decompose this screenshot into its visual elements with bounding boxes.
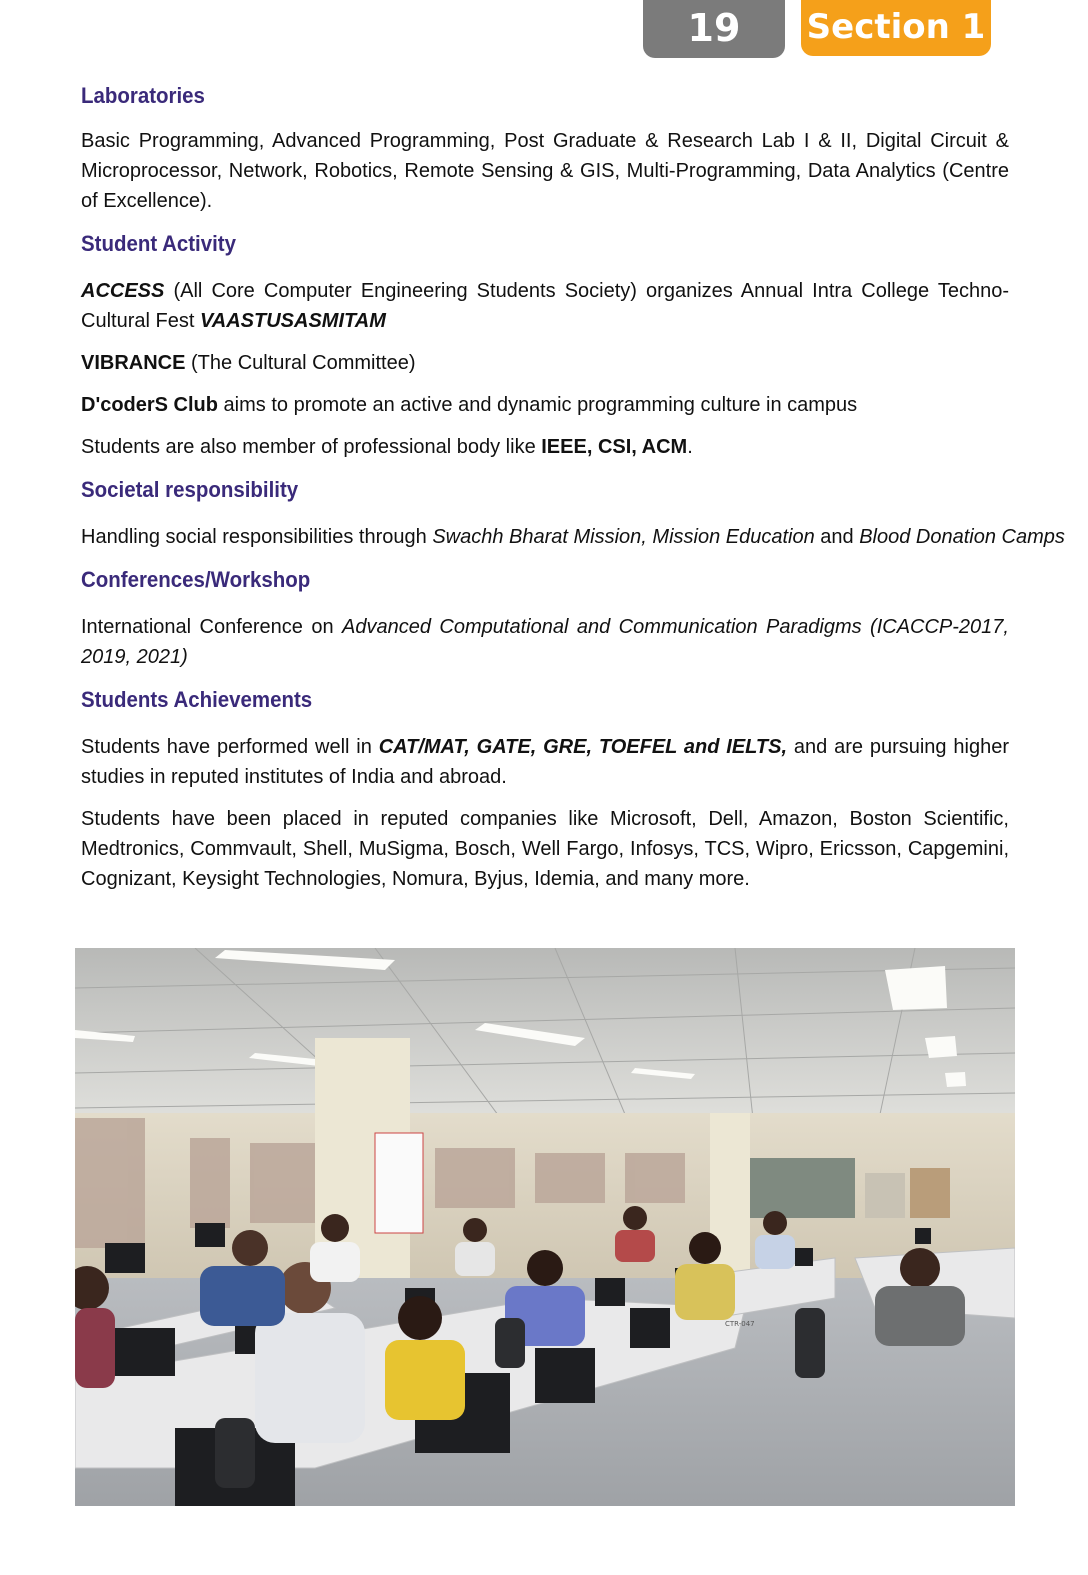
- societal-section: [81, 474, 1065, 552]
- membership-paragraph: [81, 432, 1009, 462]
- access-paragraph: [81, 276, 1009, 336]
- societal-text: [81, 522, 1065, 552]
- vibrance-name: VIBRANCE: [81, 352, 186, 374]
- exams-start: Students have performed well in: [81, 736, 379, 758]
- laboratories-text: Basic Programming, Advanced Programming, Post Graduate & Research Lab I & II, Digital Circuit & Microprocessor, Network, Robotics, Remote Sensing & GIS, Multi-Programming, Data Analytics (Centre of Excellence).: [81, 130, 1009, 212]
- access-text: (All Core Computer Engineering Students Society) organizes Annual Intra College Techno-Cultural Fest: [81, 280, 1009, 332]
- vibrance-paragraph: [81, 348, 1009, 378]
- dcoders-paragraph: [81, 390, 1009, 420]
- conferences-text: [81, 612, 1009, 672]
- societal-text-start: Handling social responsibilities through: [81, 526, 433, 548]
- societal-initiatives: Swachh Bharat Mission, Mission Education: [432, 526, 815, 548]
- dcoders-name: D'coderS Club: [81, 394, 218, 416]
- access-name: ACCESS: [81, 280, 165, 302]
- page-content: [81, 80, 1065, 894]
- page-number-tab: [643, 0, 785, 58]
- societal-heading: Societal responsibility: [81, 477, 299, 502]
- societal-camps: Blood Donation Camps: [859, 526, 1065, 548]
- fest-name: VAASTUSASMITAM: [199, 310, 386, 332]
- conferences-heading: Conferences/Workshop: [81, 567, 311, 592]
- vibrance-text: (The Cultural Committee): [185, 352, 416, 374]
- exams-paragraph: [81, 732, 1009, 792]
- laboratories-section: [81, 80, 1009, 216]
- membership-end: .: [687, 436, 693, 458]
- achievements-heading: Students Achievements: [81, 687, 313, 712]
- laboratories-heading: Laboratories: [81, 83, 205, 108]
- computer-lab-photo: [75, 948, 1015, 1506]
- societal-and: and: [814, 526, 860, 548]
- lab-photo-illustration: [75, 948, 1015, 1506]
- student-activity-section: [81, 228, 1009, 462]
- conferences-text-start: International Conference on: [81, 616, 343, 638]
- conferences-section: [81, 564, 1009, 672]
- desk-label: CTR-047: [725, 1320, 755, 1328]
- dcoders-text: aims to promote an active and dynamic programming culture in campus: [218, 394, 858, 416]
- exams-list: CAT/MAT, GATE, GRE, TOEFEL and IELTS,: [378, 736, 788, 758]
- section-label: Section 1: [806, 7, 986, 47]
- achievements-section: [81, 684, 1009, 894]
- section-tab: [801, 0, 991, 56]
- exams-end: and are pursuing higher studies in reputed institutes of India and abroad.: [81, 736, 1009, 788]
- page-number: 19: [687, 6, 741, 50]
- membership-text: Students are also member of professional body like: [81, 436, 542, 458]
- student-activity-heading: Student Activity: [81, 231, 236, 256]
- membership-bodies: IEEE, CSI, ACM: [541, 436, 688, 458]
- placements-paragraph: Students have been placed in reputed companies like Microsoft, Dell, Amazon, Boston Scientific, Medtronics, Commvault, Shell, MuSigma, Bosch, Well Fargo, Infosys, TCS, Wipro, Ericsson, Capgemini, Cognizant, Keysight Technologies, Nomura, Byjus, Idemia, and many more.: [81, 808, 1009, 890]
- conference-name: Advanced Computational and Communication Paradigms (ICACCP-2017, 2019, 2021): [81, 616, 1009, 668]
